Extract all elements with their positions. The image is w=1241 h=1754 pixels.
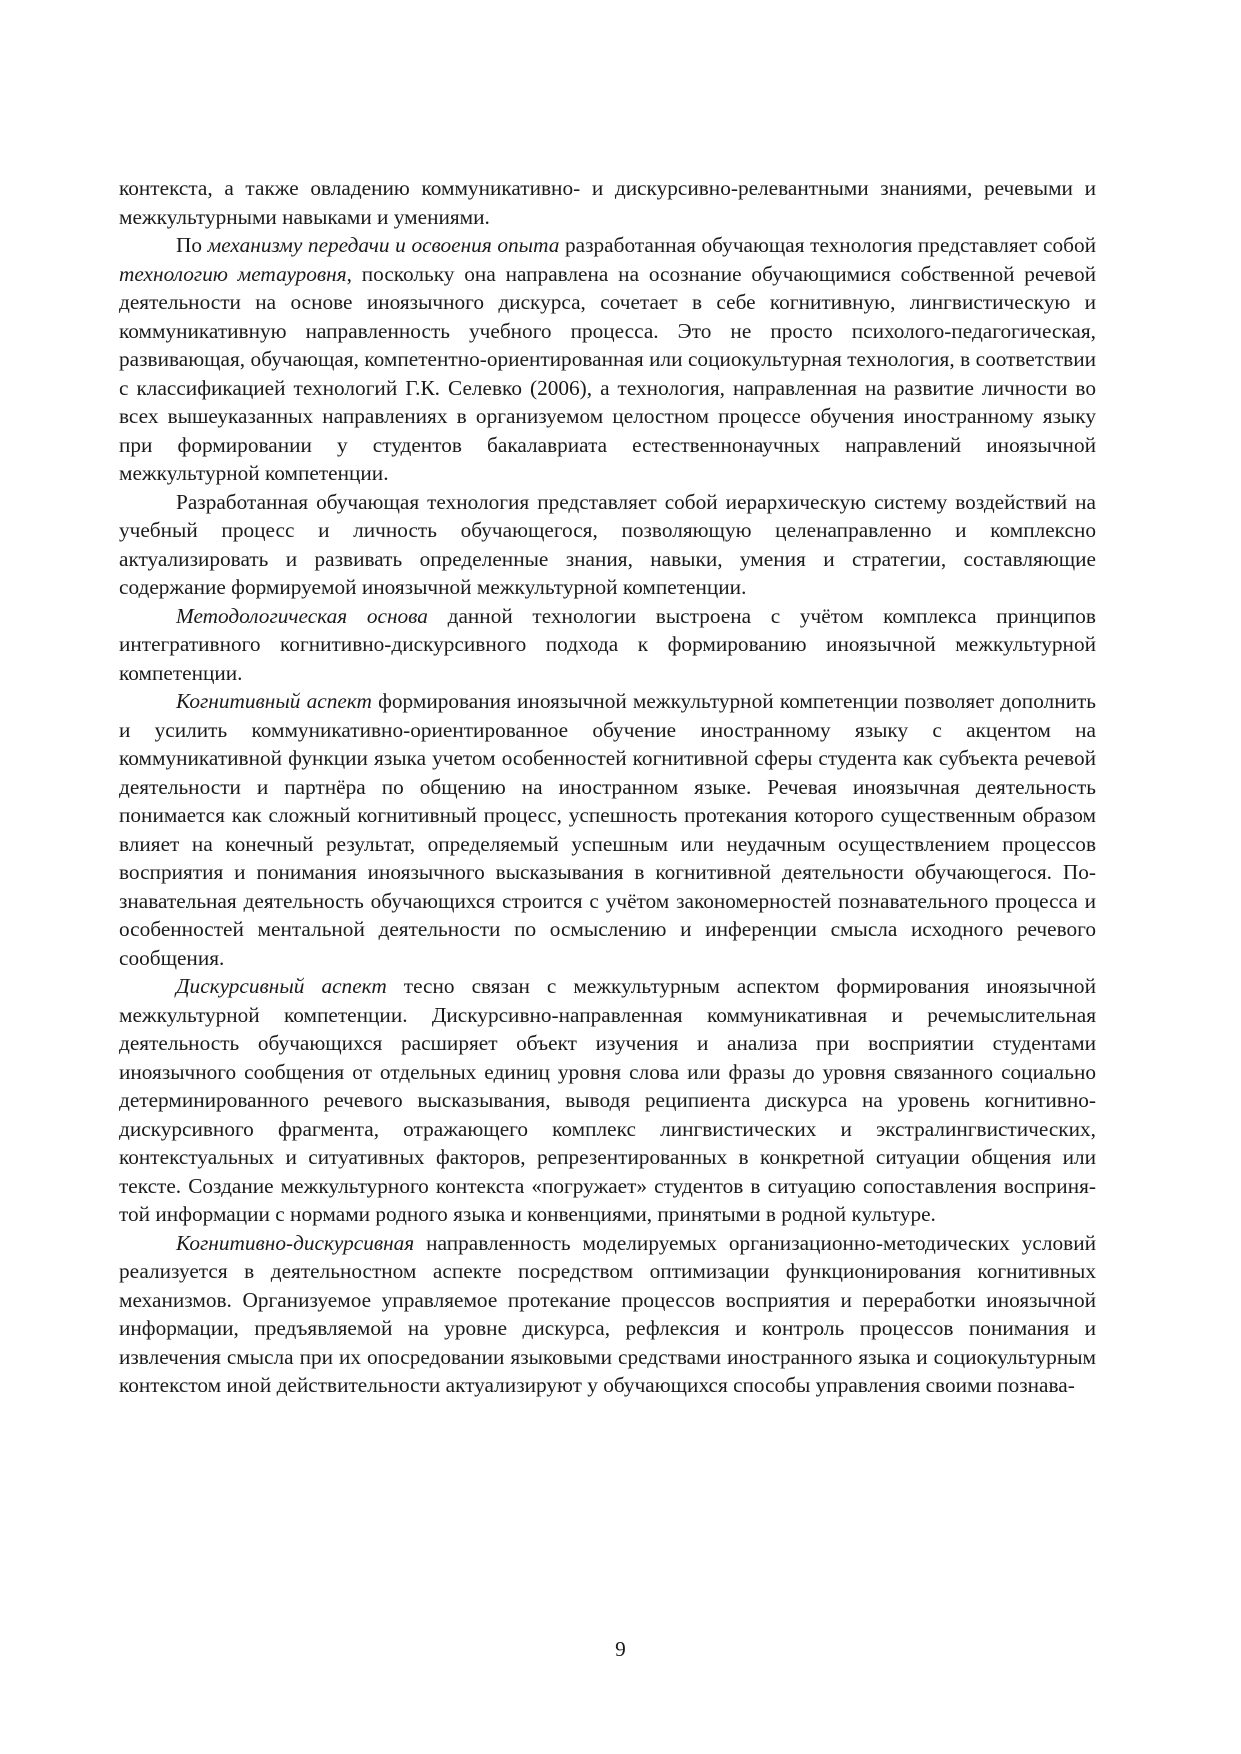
mechanism-text-3: , поскольку она направлена на осознание обучающимися собственной речевой деятельности на основе иноязычного дискурса, сочетает в себе когнитивную, лингвистическую и коммуникативную направленность учебного процесса. Это не просто психолого-педагогическая, развивающая, обучающая, компетентно-ориентированная или социокультурная технология, в соответствии с классификацией технологий Г.К. Селевко (2006), а технология, направленная на развитие личности во всех вышеуказанных направлениях в организуемом целостном процессе обучения иностранному языку при формировании у студентов бакалавриата естественнонаучных направлений иноязычной межкультурной компетенции. <box>119 261 1096 485</box>
mechanism-term-italic: механизму передачи и освоения опыта <box>207 233 560 257</box>
paragraph-discursive <box>119 972 1096 1229</box>
cognitive-term-italic: Когнитивный аспект <box>176 689 372 713</box>
methodology-text: данной технологии выстроена с учётом комплекса принципов интегративного когнитивно-дискурсивного подхода к формированию иноязычной межкультурной компетенции. <box>119 603 1096 685</box>
paragraph-cognitive <box>119 687 1096 972</box>
paragraph-cognitive-discursive <box>119 1229 1096 1400</box>
paragraph-methodology <box>119 602 1096 688</box>
mechanism-text-2: разработанная обучающая технология представляет собой <box>559 233 1097 257</box>
paragraph-hierarchy: Разработанная обучающая технология представляет собой иерархическую систему воздействий на учебный процесс и личность обучающегося, позволяющую целенаправленно и комплексно актуализировать и развивать определенные знания, навыки, умения и стратегии, составляющие содержание формируемой иноязычной межкультурной компетенции. <box>119 489 1096 599</box>
cognitive-discursive-text: направленность моделируемых организационно-методических условий реализуется в деятельностном аспекте посредством оптимизации функционирования когнитивных механизмов. Организуемое управляемое протекание процессов восприятия и переработки иноязычной информации, предъявляемой на уровне дискурса, рефлексия и контроль процессов понимания и извлечения смысла при их опосредовании языковыми средствами иностранного языка и социокультурным контекстом иной действительности актуализируют у обучающихся способы управления своими познава- <box>119 1230 1096 1397</box>
metalevel-term-italic: технологию метауровня <box>119 261 347 286</box>
discursive-term-italic: Дискурсивный аспект <box>176 974 387 998</box>
paragraph-continuation: контекста, а также овладению коммуникативно- и дискурсивно-релевантными знаниями, речевыми и межкультурными навыками и умениями. <box>119 176 1096 229</box>
paragraph-mechanism <box>119 231 1096 488</box>
page-number: 9 <box>615 1637 626 1661</box>
discursive-text: тесно связан с межкультурным аспектом формирования иноязычной межкультурной компетенции. Дискурсивно-направленная коммуникативная и речемыслительная деятельность обучающихся расширяет объект изучения и анализа при восприятии студентами иноязычного сообщения от отдельных единиц уровня слова или фразы до уровня связанного социально детерминированного речевого высказывания, выводя реципиента дискурса на уровень когнитивно-дискурсивного фрагмента, отражающего комплекс лингвистических и экстралингвистических, контекстуальных и ситуативных факторов, репрезентированных в конкретной ситуации общения или тексте. Создание межкультурного контекста «погружает» студентов в ситуацию сопоставления воспринятой информации с нормами родного языка и конвенциями, принятыми в родной культуре. <box>119 974 1096 1226</box>
methodology-term-italic: Методологическая основа <box>176 603 428 628</box>
cognitive-text: формирования иноязычной межкультурной компетенции позволяет дополнить и усилить коммуникативно-ориентированное обучение иностранному языку с акцентом на коммуникативной функции языка учетом особенностей когнитивной сферы студента как субъекта речевой деятельности и партнёра по общению на иностранном языке. Речевая иноязычная деятельность понимается как сложный когнитивный процесс, успешность протекания которого существенным образом влияет на конечный результат, определяемый успешным или неудачным осуществлением процессов восприятия и понимания иноязычного высказывания в когнитивной деятельности обучающегося. Познавательная деятельность обучающихся строится с учётом закономерностей познавательного процесса и особенностей ментальной деятельности по осмыслению и инференции смысла исходного речевого сообщения. <box>119 689 1097 970</box>
cognitive-discursive-term-italic: Когнитивно-дискурсивная <box>176 1230 415 1255</box>
mechanism-text-1: По <box>176 233 208 257</box>
page-body <box>119 174 1096 1400</box>
